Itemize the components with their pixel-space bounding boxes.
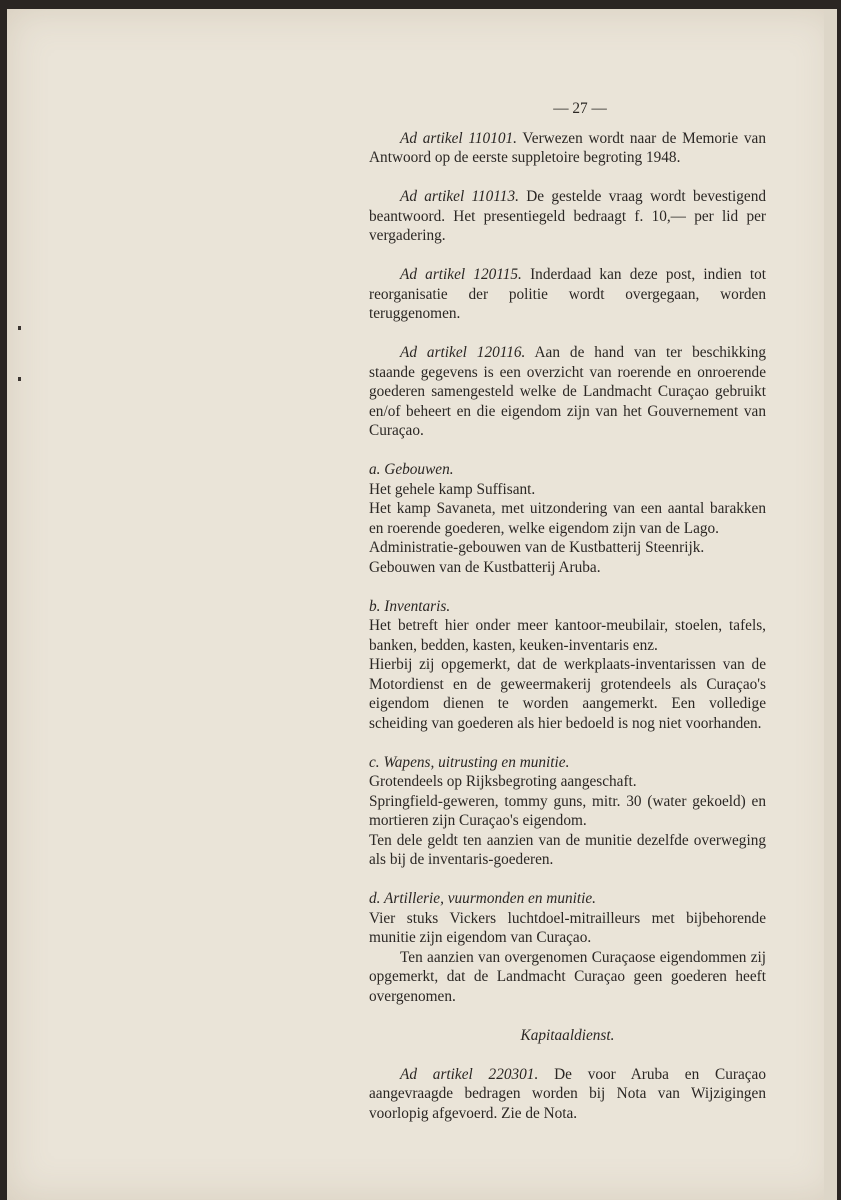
section-line: Grotendeels op Rijksbegroting aangeschaft. — [369, 773, 637, 790]
paragraph-110101 — [369, 129, 766, 168]
article-ref: Ad artikel 110113. — [400, 188, 519, 205]
section-heading: b. Inventaris. — [369, 597, 451, 615]
section-line: Administratie-gebouwen van de Kustbatterij Steenrijk. — [369, 539, 705, 556]
paragraph-text: Inderdaad kan deze post, indien tot reorganisatie der politie wordt overgegaan, worden teruggenomen. — [369, 266, 766, 322]
section-inventaris — [369, 597, 766, 734]
section-line: Ten aanzien van overgenomen Curaçaose eigendommen zij opgemerkt, dat de Landmacht Curaçao geen goederen heeft overgenomen. — [369, 948, 766, 1005]
paragraph-text: De voor Aruba en Curaçao aangevraagde bedragen worden bij Nota van Wijzigingen voorlopig afgevoerd. Zie de Nota. — [369, 1065, 766, 1122]
page-number: — 27 — — [553, 100, 607, 117]
kapitaaldienst-heading: Kapitaaldienst. — [520, 1026, 615, 1044]
section-gebouwen — [369, 460, 766, 577]
section-line: Gebouwen van de Kustbatterij Aruba. — [369, 558, 601, 576]
section-line: Ten dele geldt ten aanzien van de munitie dezelfde overweging als bij de inventaris-goederen. — [369, 831, 766, 868]
paragraph-120115 — [369, 265, 766, 324]
section-line: Springfield-geweren, tommy guns, mitr. 30 (water gekoeld) en mortieren zijn Curaçao's eigendom. — [369, 792, 766, 829]
article-ref: Ad artikel 120116. — [400, 344, 526, 361]
paragraph-text: Verwezen wordt naar de Memorie van Antwoord op de eerste suppletoire begroting 1948. — [369, 129, 766, 166]
section-heading: a. Gebouwen. — [369, 461, 454, 478]
article-ref: Ad artikel 110101. — [400, 129, 517, 147]
document-body — [369, 99, 766, 1143]
section-line: Hierbij zij opgemerkt, dat de werkplaats-inventarissen van de Motordienst en de geweermakerij grotendeels als Curaçao's eigendom dienen te worden aangemerkt. Een volledige scheiding van goederen als hier bedoeld is nog niet voorhanden. — [369, 656, 766, 732]
paragraph-120116 — [369, 343, 766, 441]
section-heading: d. Artillerie, vuurmonden en munitie. — [369, 890, 597, 907]
paragraph-220301 — [369, 1065, 766, 1124]
page-edge — [824, 9, 837, 1200]
margin-mark — [18, 377, 21, 381]
section-heading: c. Wapens, uitrusting en munitie. — [369, 753, 570, 771]
paragraph-110113 — [369, 187, 766, 246]
margin-mark — [18, 326, 21, 330]
article-ref: Ad artikel 220301. — [400, 1065, 539, 1083]
section-line: Het betreft hier onder meer kantoor-meubilair, stoelen, tafels, banken, bedden, kasten, keuken-inventaris enz. — [369, 617, 766, 654]
paragraph-text: Aan de hand van ter beschikking staande gegevens is een overzicht van roerende en onroerende goederen samengesteld welke de Landmacht Curaçao gebruikt en/of beheert en die eigendom zijn van het Gouvernement van Curaçao. — [369, 344, 766, 439]
paragraph-text: De gestelde vraag wordt bevestigend beantwoord. Het presentiegeld bedraagt f. 10,— per lid per vergadering. — [369, 188, 767, 244]
section-line: Het gehele kamp Suffisant. — [369, 480, 536, 498]
section-line: Het kamp Savaneta, met uitzondering van een aantal barakken en roerende goederen, welke eigendom zijn van de Lago. — [369, 500, 766, 537]
section-line: Vier stuks Vickers luchtdoel-mitrailleurs met bijbehorende munitie zijn eigendom van Curaçao. — [369, 909, 766, 946]
article-ref: Ad artikel 120115. — [400, 266, 522, 283]
section-wapens — [369, 753, 766, 870]
section-artillerie — [369, 889, 766, 1006]
